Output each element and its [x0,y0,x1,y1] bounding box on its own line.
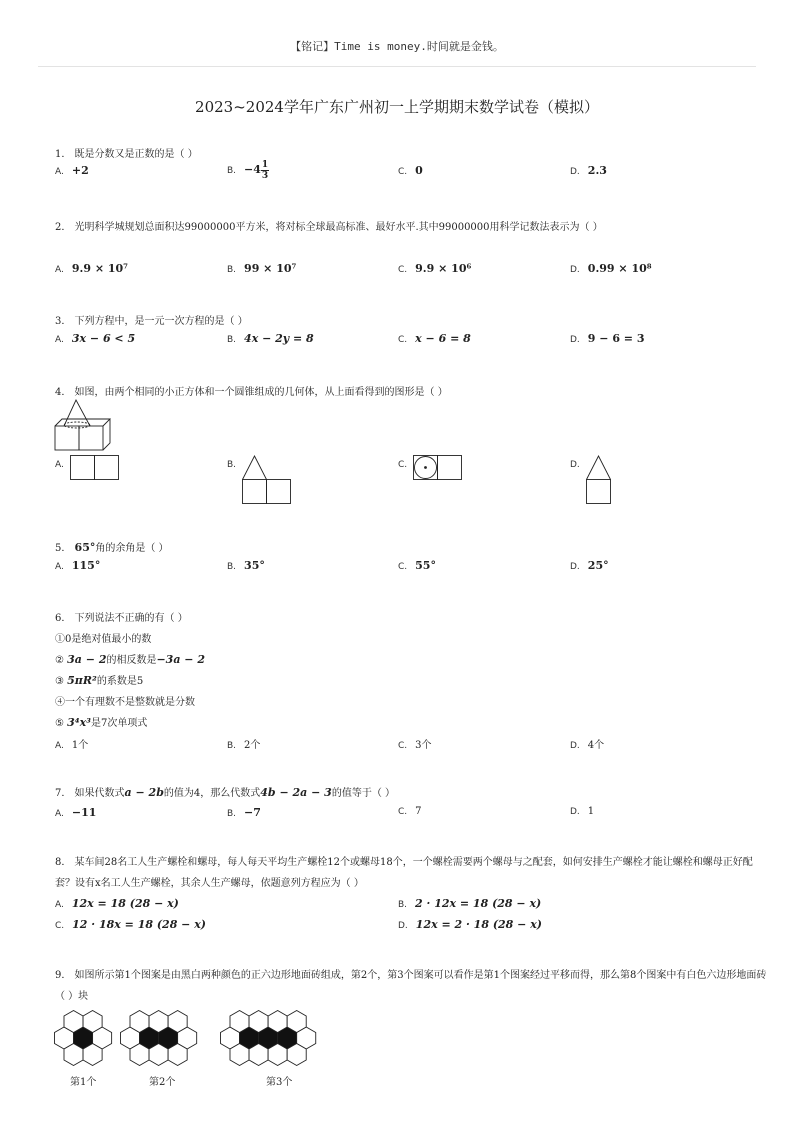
q5-options [55,559,755,579]
q8-options-row2 [55,918,755,938]
q1-stem: 1． 既是分数又是正数的是（ ） [55,149,198,160]
q7-stem: 7． 如果代数式a − 2b的值为4，那么代数式4b − 2a − 3的值等于（ ） [55,786,396,799]
q4-option-d: D. [570,460,580,470]
q4-stem: 4． 如图，由两个相同的小正方体和一个圆锥组成的几何体，从上面看得到的图形是（ ） [55,387,448,398]
q8-stem: 8． 某车间28名工人生产螺栓和螺母，每人每天平均生产螺栓12个或螺母18个，一个螺栓需要两个螺母与之配套，如何安排生产螺栓才能让螺栓和螺母正好配套？设有x名工人生产螺栓，其余人生产螺母，依题意列方程应为（ ） [55,857,753,889]
q6-statement-1: ①0是绝对值最小的数 [55,634,152,645]
q7-option-b: B. −7 [227,806,261,819]
q6-option-b: B. 2个 [227,740,261,751]
q4-options [55,459,755,479]
q1-option-c: C. 0 [398,164,423,177]
q4-option-a: A. [55,460,64,470]
q1-fraction: $\frac{1}{3}$ [261,160,269,181]
q4-option-a-figure [70,455,120,481]
q7-option-d: D. 1 [570,806,595,817]
q1-option-b: B. −4 $\frac{1}{3}$ [227,160,269,181]
q9-hexagon-patterns [52,1008,362,1068]
q7-options [55,806,755,826]
q3-option-a: A. 3x − 6 < 5 [55,332,136,345]
q4-solid-figure [54,398,112,454]
q9-stem: 9． 如图所示第1个图案是由黑白两种颜色的正六边形地面砖组成，第2个，第3个图案可以看作是第1个图案经过平移而得，那么第8个图案中有白色六边形地面砖（ ）块 [55,970,767,1002]
q8-option-b: B. 2 · 12x = 18 (28 − x) [398,897,542,910]
q5-option-d: D. 25° [570,559,609,572]
q2-option-c: C. 9.9 × 10⁶ [398,262,472,275]
q4-option-b: B. [227,460,237,470]
q1-option-d: D. 2.3 [570,164,607,177]
q6-stem: 6． 下列说法不正确的有（ ） [55,613,188,624]
q4-option-b-figure [242,455,292,505]
q6-options [55,736,755,756]
q3-option-c: C. x − 6 = 8 [398,332,471,345]
q6-statement-3: ③ 5πR²的系数是5 [55,674,144,687]
q4-option-c-figure [413,455,463,481]
q1-option-a: A. +2 [55,164,89,177]
q8-option-a: A. 12x = 18 (28 − x) [55,897,179,910]
header-divider [38,66,756,67]
q4-option-d-figure [586,455,612,505]
q9-figure-1-label: 第1个 [70,1077,97,1088]
q9-figure-2-label: 第2个 [149,1077,176,1088]
q5-option-a: A. 115° [55,559,101,572]
q5-option-c: C. 55° [398,559,436,572]
q6-statement-4: ④一个有理数不是整数就是分数 [55,697,195,708]
q5-option-b: B. 35° [227,559,265,572]
q2-options [55,262,755,282]
q3-option-d: D. 9 − 6 = 3 [570,332,645,345]
q2-stem: 2． 光明科学城规划总面积达99000000平方米，将对标全球最高标准、最好水平.其中99000000用科学记数法表示为（ ） [55,222,603,233]
q3-option-b: B. 4x − 2y = 8 [227,332,314,345]
q3-stem: 3． 下列方程中，是一元一次方程的是（ ） [55,316,248,327]
q8-option-d: D. 12x = 2 · 18 (28 − x) [398,918,542,931]
q5-stem: 5． 65°角的余角是（ ） [55,541,169,554]
q6-option-c: C. 3个 [398,740,432,751]
q6-statement-2: ② 3a − 2的相反数是−3a − 2 [55,653,205,666]
q6-option-a: A. 1个 [55,740,89,751]
q6-statement-5: ⑤ 3⁴x³是7次单项式 [55,716,148,729]
q2-option-d: D. 0.99 × 10⁸ [570,262,652,275]
q2-option-b: B. 99 × 10⁷ [227,262,297,275]
q1-options [55,160,755,184]
q7-option-a: A. −11 [55,806,97,819]
exam-title: 2023~2024学年广东广州初一上学期期末数学试卷（模拟） [195,98,599,116]
q8-options-row1 [55,897,755,917]
q2-option-a: A. 9.9 × 10⁷ [55,262,128,275]
q8-option-c: C. 12 · 18x = 18 (28 − x) [55,918,206,931]
q6-option-d: D. 4个 [570,740,605,751]
q3-options [55,332,755,352]
q4-option-c: C. [398,460,408,470]
header-motto: 【铭记】Time is money.时间就是金钱。 [290,40,504,53]
q7-option-c: C. 7 [398,806,422,817]
q9-figure-3-label: 第3个 [266,1077,293,1088]
